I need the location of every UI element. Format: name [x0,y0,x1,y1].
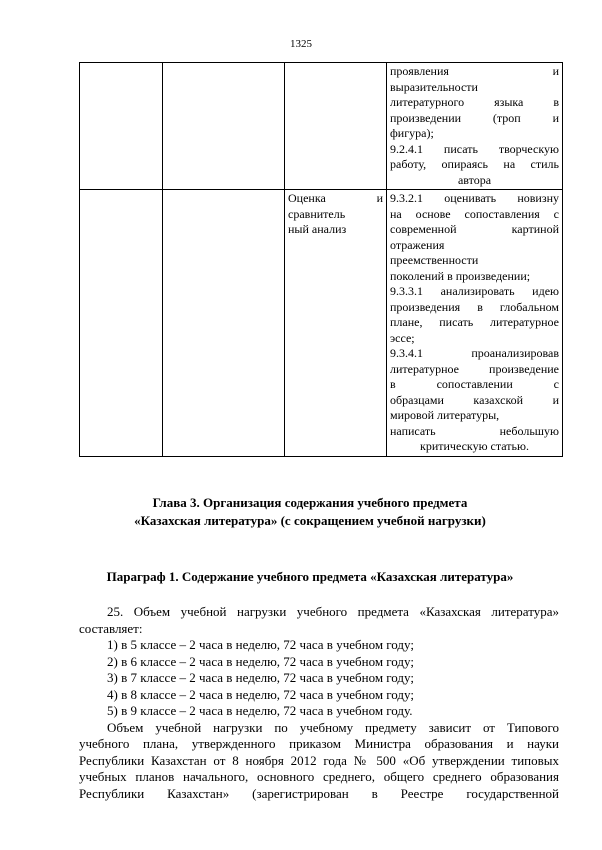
cell-text-line: 9.3.3.1 анализировать идею [390,284,559,298]
cell-text-line: произведении (троп и [390,110,559,125]
table-row [80,190,563,457]
cell-text-line: автора [457,172,492,187]
paragraph-heading: Параграф 1. Содержание учебного предмета «Казахская литература» [106,569,514,584]
page-number: 1325 [290,38,312,50]
cell-text-line: критическую статью. [420,439,529,453]
table-row [80,63,563,190]
table-cell-empty [163,190,285,457]
cell-text-line: современной картиной [390,222,559,236]
paragraph-line: Республики Казахстан» (зарегистрирован в Реестре государственной [79,785,559,801]
table-cell-objectives [387,190,563,457]
curriculum-table [79,62,563,457]
cell-text-line: мировой литературы, [390,408,500,422]
chapter-heading-line: «Казахская литература» (с сокращением учебной нагрузки) [134,513,486,528]
cell-text-line: Оценка и [288,191,383,205]
table-cell-empty [80,63,163,190]
cell-text-line: преемственности [390,253,479,267]
paragraph-line: 25. Объем учебной нагрузки учебного предмета «Казахская литература» [107,604,559,619]
cell-text-line: ный анализ [288,222,347,236]
body-text [79,604,559,802]
table-cell-empty [285,63,387,190]
cell-text-line: образцами казахской и [390,392,559,407]
paragraph-line: учебных планов начального, основного среднего, общего среднего образования [79,769,559,784]
table-cell-empty [163,63,285,190]
cell-text-line: выразительности [390,79,478,94]
cell-text-line: работу, опираясь на стиль [390,157,559,171]
cell-text-line: 9.3.2.1 оценивать новизну [390,191,559,205]
list-item: 5) в 9 классе – 2 часа в неделю, 72 часа в учебном году. [107,703,413,718]
cell-text-line: фигура); [390,126,434,140]
cell-text-line: написать небольшую [390,423,559,438]
table-cell-empty [80,190,163,457]
list-item: 4) в 8 классе – 2 часа в неделю, 72 часа в учебном году; [107,686,414,702]
table-cell-section [285,190,387,457]
cell-text-line: сравнитель [288,206,346,221]
cell-text-line: 9.3.4.1 проанализировав [390,346,559,360]
chapter-heading [79,494,541,530]
paragraph-line: Республики Казахстан от 8 ноября 2012 года № 500 «Об утверждении типовых [79,752,559,768]
cell-text-line: в сопоставлении с [390,377,559,391]
paragraph-line: учебного плана, утвержденного приказом Министра образования и науки [79,736,559,751]
cell-text-line: литературного языка в [390,95,559,109]
cell-text-line: отражения [390,237,445,252]
cell-text-line: произведения в глобальном [390,299,559,314]
paragraph-line: составляет: [79,620,143,636]
chapter-heading-line: Глава 3. Организация содержания учебного предмета [152,495,468,510]
cell-text-line: поколений в произведении; [390,268,531,283]
cell-text-line: плане, писать литературное [390,315,559,329]
cell-text-line: 9.2.4.1 писать творческую [390,141,559,156]
cell-text-line: проявления и [390,64,559,78]
cell-text-line: на основе сопоставления с [390,206,559,221]
cell-text-line: литературное произведение [390,361,559,376]
cell-text-line: эссе; [390,330,415,345]
paragraph-line: Объем учебной нагрузки по учебному предмету зависит от Типового [107,719,559,735]
list-item: 3) в 7 классе – 2 часа в неделю, 72 часа в учебном году; [107,670,414,685]
table-cell-objectives [387,63,563,190]
list-item: 1) в 5 классе – 2 часа в неделю, 72 часа в учебном году; [107,637,414,652]
list-item: 2) в 6 классе – 2 часа в неделю, 72 часа в учебном году; [107,653,414,669]
